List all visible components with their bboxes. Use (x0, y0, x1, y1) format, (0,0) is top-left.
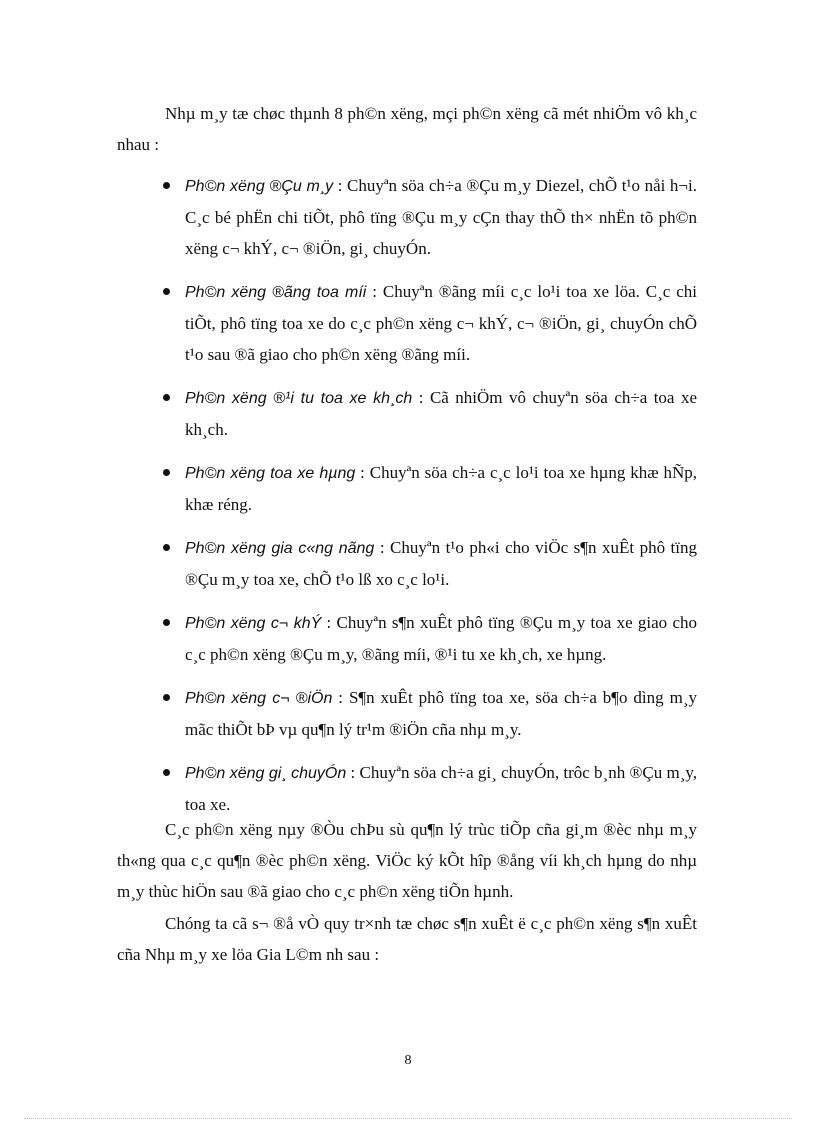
item-term: Ph©n xëng c¬ ®iÖn (185, 690, 333, 707)
list-item (185, 457, 697, 520)
process-text: Chóng ta cã s¬ ®å vÒ quy tr×nh tæ chøc s¶n xuÊt ë c¸c ph©n xëng s¶n xuÊt cña Nhµ m¸y xe löa Gia L©m nh sau : (117, 914, 697, 964)
item-term: Ph©n xëng ®ãng toa míi (185, 284, 367, 301)
management-text: C¸c ph©n xëng nµy ®Òu chÞu sù qu¶n lý trùc tiÕp cña gi¸m ®èc nhµ m¸y th«ng qua c¸c qu¶n ®èc ph©n xëng. ViÖc ký kÕt hîp ®ång víi kh¸ch hµng do nhµ m¸y thùc hiÖn sau ®ã giao cho c¸c ph©n xëng tiÕn hµnh. (117, 820, 697, 901)
item-desc: : Chuyªn t¹o ph«i cho viÖc s¶n xuÊt phô tïng ®Çu m¸y toa xe, chÕ t¹o lß xo c¸c lo¹i. (185, 538, 698, 589)
list-item (185, 682, 697, 745)
item-desc: : S¶n xuÊt phô tïng toa xe, söa ch÷a b¶o dìng m¸y mãc thiÕt bÞ vµ qu¶n lý tr¹m ®iÖn cña nhµ m¸y. (185, 688, 697, 739)
list-item (185, 170, 697, 264)
item-term: Ph©n xëng ®¹i tu toa xe kh¸ch (185, 390, 413, 407)
item-desc: : Chuyªn söa ch÷a c¸c lo¹i toa xe hµng khæ hÑp, khæ réng. (185, 463, 697, 514)
process-paragraph (117, 908, 697, 970)
intro-text: Nhµ m¸y tæ chøc thµnh 8 ph©n xëng, mçi ph©n xëng cã mét nhiÖm vô kh¸c nhau : (117, 104, 697, 154)
list-item (185, 276, 697, 370)
list-item (185, 532, 697, 595)
item-desc: : Chuyªn ®ãng míi c¸c lo¹i toa xe löa. C¸c chi tiÕt, phô tïng toa xe do c¸c ph©n xëng c¬ khÝ, c¬ ®iÖn, gi¸ chuyÓn chÕ t¹o sau ®ã giao cho ph©n xëng ®ãng míi. (185, 282, 697, 364)
item-term: Ph©n xëng toa xe hµng (185, 465, 356, 482)
item-desc: : Chuyªn söa ch÷a ®Çu m¸y Diezel, chÕ t¹o nåi h¬i. C¸c bé phËn chi tiÕt, phô tïng ®Çu m¸y cÇn thay thÕ th× nhËn tõ ph©n xëng c¬ khÝ, c¬ ®iÖn, gi¸ chuyÓn. (185, 176, 697, 258)
list-item (185, 382, 697, 445)
intro-paragraph (117, 98, 697, 160)
page-number: 8 (404, 1053, 412, 1068)
page-footer-divider (24, 1118, 792, 1119)
item-desc: : Chuyªn s¶n xuÊt phô tïng ®Çu m¸y toa xe giao cho c¸c ph©n xëng ®Çu m¸y, ®ãng míi, ®¹i tu xe kh¸ch, xe hµng. (185, 613, 697, 664)
workshop-list (160, 170, 697, 832)
list-item (185, 757, 697, 820)
item-desc: : Chuyªn söa ch÷a gi¸ chuyÓn, trôc b¸nh ®Çu m¸y, toa xe. (185, 763, 698, 814)
item-term: Ph©n xëng gia c«ng nãng (185, 540, 375, 557)
item-term: Ph©n xëng c¬ khÝ (185, 615, 322, 632)
item-term: Ph©n xëng gi¸ chuyÓn (185, 765, 347, 782)
management-paragraph (117, 814, 697, 907)
list-item (185, 607, 697, 670)
item-term: Ph©n xëng ®Çu m¸y (185, 178, 334, 195)
item-desc: : Cã nhiÖm vô chuyªn söa ch÷a toa xe kh¸ch. (185, 388, 698, 439)
